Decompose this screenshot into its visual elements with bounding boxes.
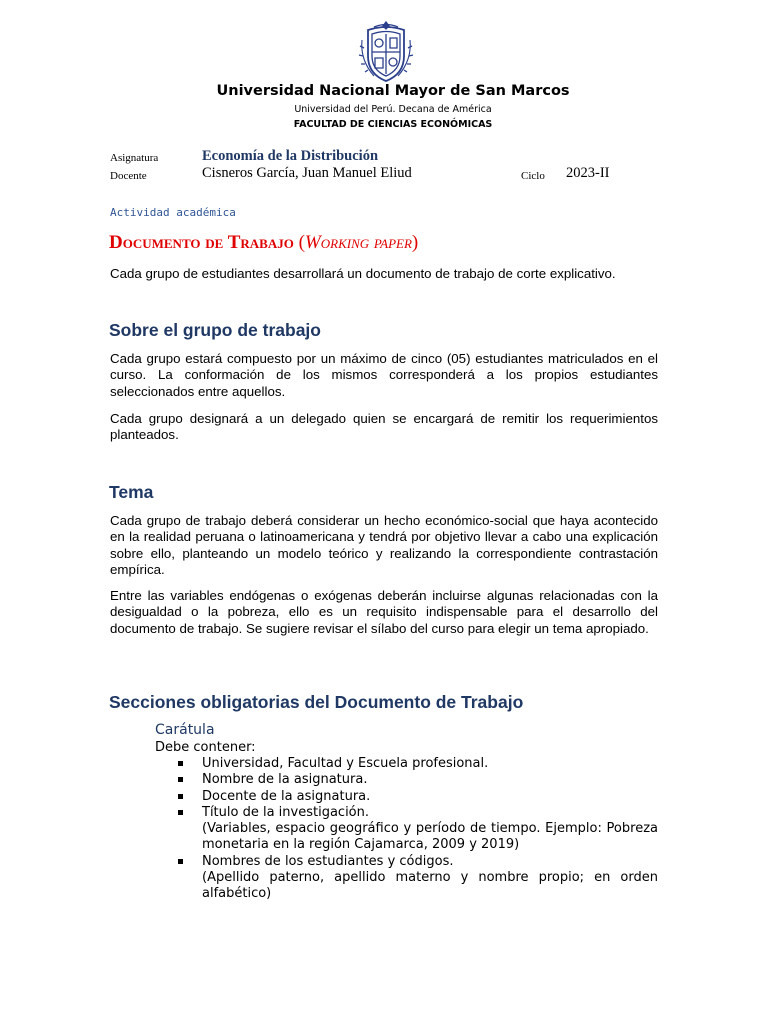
cover-intro: Debe contener:	[155, 740, 256, 755]
list-item	[178, 789, 658, 805]
faculty-name: FACULTAD DE CIENCIAS ECONÓMICAS	[293, 119, 493, 130]
heading-mandatory-sections: Secciones obligatorias del Documento de Trabajo	[109, 692, 524, 712]
list-item-text: Nombres de los estudiantes y códigos.	[202, 853, 454, 869]
cycle-label: Ciclo	[521, 170, 545, 182]
teacher-label: Docente	[110, 170, 147, 182]
document-title	[109, 232, 418, 254]
heading-topic: Tema	[109, 482, 154, 502]
activity-label: Actividad académica	[110, 206, 236, 219]
cycle-value: 2023-II	[566, 165, 610, 181]
title-paren-open: (	[298, 232, 305, 253]
topic-paragraph-1: Cada grupo de trabajo deberá considerar un hecho económico-social que haya acontecido en la realidad peruana o latinoamericana y tendrá por objetivo llevar a cabo una explicación sobre ello, planteando un modelo teórico y realizando la correspondiente contrastación empírica.	[110, 513, 658, 578]
teacher-value: Cisneros García, Juan Manuel Eliud	[202, 165, 412, 181]
cover-items-list	[178, 756, 658, 903]
subject-value: Economía de la Distribución	[202, 148, 379, 164]
bullet-icon	[178, 859, 183, 864]
list-item-text: Docente de la asignatura.	[202, 788, 371, 804]
university-seal-icon	[358, 20, 414, 84]
list-item	[178, 854, 658, 903]
title-main: Documento de Trabajo	[109, 232, 294, 253]
bullet-icon	[178, 777, 183, 782]
list-item-note: (Variables, espacio geográfico y período de tiempo. Ejemplo: Pobreza monetaria en la región Cajamarca, 2009 y 2019)	[202, 821, 658, 853]
title-paren-close: )	[411, 232, 419, 253]
list-item	[178, 772, 658, 788]
bullet-icon	[178, 794, 183, 799]
bullet-icon	[178, 761, 183, 766]
group-paragraph-1: Cada grupo estará compuesto por un máximo de cinco (05) estudiantes matriculados en el curso. La conformación de los mismos corresponderá a los propios estudiantes seleccionados entre aquellos.	[110, 351, 658, 399]
cover-heading: Carátula	[155, 722, 215, 738]
group-paragraph-2: Cada grupo designará a un delegado quien se encargará de remitir los requerimientos planteados.	[110, 411, 658, 443]
university-name: Universidad Nacional Mayor de San Marcos	[216, 83, 570, 99]
bullet-icon	[178, 810, 183, 815]
list-item-text: Título de la investigación.	[202, 804, 370, 820]
list-item	[178, 756, 658, 772]
intro-paragraph: Cada grupo de estudiantes desarrollará un documento de trabajo de corte explicativo.	[110, 266, 616, 281]
heading-group: Sobre el grupo de trabajo	[109, 320, 321, 340]
list-item	[178, 805, 658, 854]
title-english: Working paper	[304, 232, 412, 253]
list-item-text: Nombre de la asignatura.	[202, 772, 368, 788]
university-subtitle: Universidad del Perú. Decana de América	[294, 104, 492, 115]
topic-paragraph-2: Entre las variables endógenas o exógenas deberán incluirse algunas relacionadas con la desigualdad o la pobreza, ello es un requisito indispensable para el desarrollo del documento de trabajo. Se sugiere revisar el sílabo del curso para elegir un tema apropiado.	[110, 588, 658, 636]
list-item-note: (Apellido paterno, apellido materno y nombre propio; en orden alfabético)	[202, 870, 658, 902]
subject-label: Asignatura	[110, 152, 159, 164]
list-item-text: Universidad, Facultad y Escuela profesional.	[202, 756, 489, 771]
